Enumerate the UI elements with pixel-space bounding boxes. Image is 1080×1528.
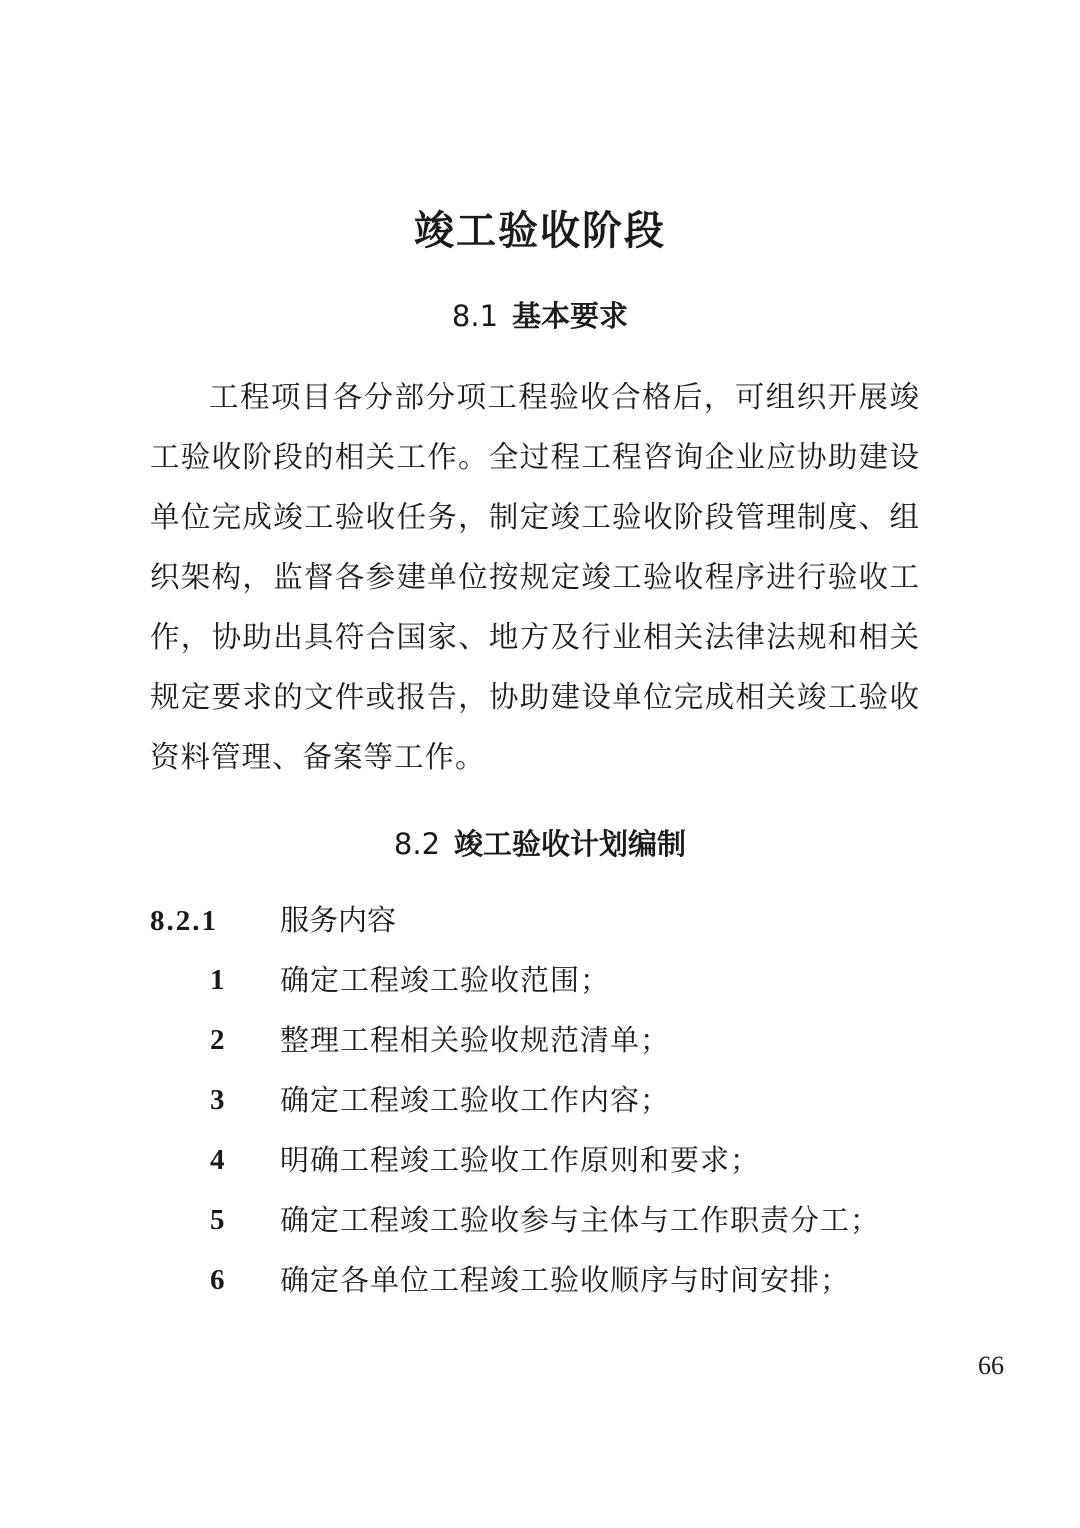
list-item-text: 确定工程竣工验收工作内容； [280,1083,671,1117]
subsection-number: 8.2.1 [150,905,218,937]
section-title: 基本要求 [512,299,629,333]
list-item-number: 6 [210,1264,225,1296]
list-item [0,1193,1080,1253]
section-heading-8-2 [0,824,1080,864]
list-item-number: 2 [210,1024,225,1056]
subsection-title: 服务内容 [280,903,397,937]
list-item-text: 确定各单位工程竣工验收顺序与时间安排； [280,1263,851,1297]
list-item [0,1253,1080,1313]
list-item [0,1013,1080,1073]
body-paragraph: 工程项目各分部分项工程验收合格后，可组织开展竣工验收阶段的相关工作。全过程工程咨询企业应协助建设单位完成竣工验收任务，制定竣工验收阶段管理制度、组织架构，监督各参建单位按规定竣工验收程序进行验收工作，协助出具符合国家、地方及行业相关法律法规和相关规定要求的文件或报告，协助建设单位完成相关竣工验收资料管理、备案等工作。 [150,380,920,774]
list-item-number: 3 [210,1084,225,1116]
list-item [0,1133,1080,1193]
list-item-text: 确定工程竣工验收范围； [280,963,611,997]
list-item-text: 整理工程相关验收规范清单； [280,1023,671,1057]
list-item [0,953,1080,1013]
list-item-number: 4 [210,1144,225,1176]
section-number: 8.1 [451,299,499,333]
subsection-heading-8-2-1 [150,893,950,948]
list-item-text: 明确工程竣工验收工作原则和要求； [280,1143,761,1177]
section-number: 8.2 [393,827,441,861]
list-item-number: 1 [210,964,225,996]
service-content-list [0,953,1080,1313]
chapter-title: 竣工验收阶段 [414,208,666,254]
section-title: 竣工验收计划编制 [454,827,687,861]
section-heading-8-1 [0,296,1080,336]
list-item [0,1073,1080,1133]
list-item-text: 确定工程竣工验收参与主体与工作职责分工； [280,1203,881,1237]
page-number: 66 [978,1351,1004,1380]
list-item-number: 5 [210,1204,225,1236]
